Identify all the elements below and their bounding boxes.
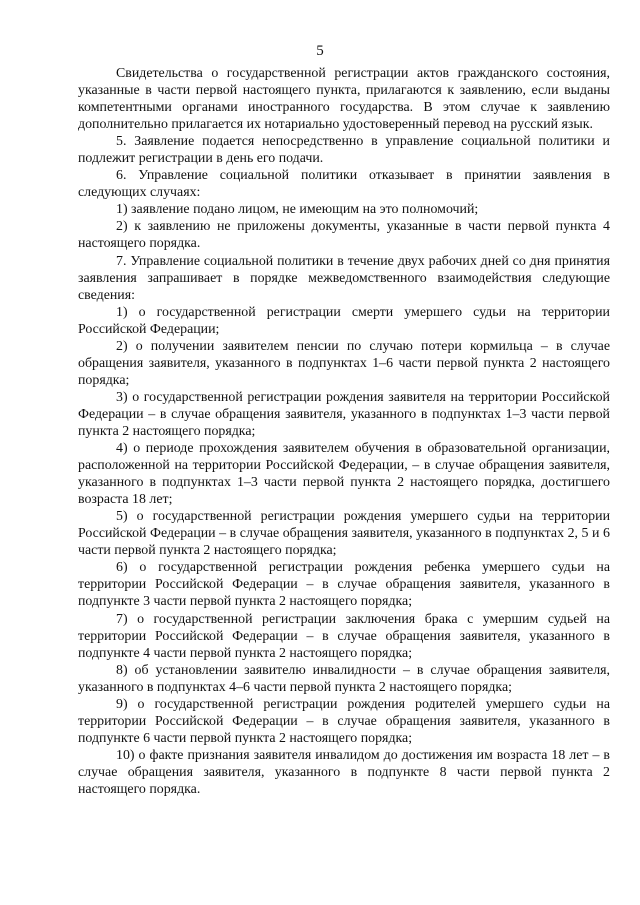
- request-item-3: 3) о государственной регистрации рождения заявителя на территории Российской Федерации – в случае обращения заявителя, указанного в подпунктах 1–3 части первой пункта 2 настоящего порядка;: [78, 389, 610, 439]
- request-item-9: 9) о государственной регистрации рождения родителей умершего судьи на территории Российской Федерации – в случае обращения заявителя, указанного в подпункте 6 части первой пункта 2 настоящего порядка;: [78, 696, 610, 746]
- refusal-item-1: 1) заявление подано лицом, не имеющим на это полномочий;: [116, 202, 479, 218]
- paragraph-7-requests: 7. Управление социальной политики в течение двух рабочих дней со дня принятия заявления запрашивает в порядке межведомственного взаимодействия следующие сведения:: [78, 253, 610, 303]
- document-body: [78, 65, 610, 798]
- request-item-6: 6) о государственной регистрации рождения ребенка умершего судьи на территории Российской Федерации – в случае обращения заявителя, указанного в подпункте 3 части первой пункта 2 настоящего порядка;: [78, 560, 610, 610]
- request-item-4: 4) о периоде прохождения заявителем обучения в образовательной организации, расположенной на территории Российской Федерации, – в случае обращения заявителя, указанного в подпунктах 1–3 части первой пункта 2 настоящего порядка, достигшего возраста 18 лет;: [78, 441, 610, 508]
- request-item-8: 8) об установлении заявителю инвалидности – в случае обращения заявителя, указанного в подпунктах 4–6 части первой пункта 2 настоящего порядка;: [78, 662, 610, 695]
- paragraph-certificates-foreign: Свидетельства о государственной регистрации актов гражданского состояния, указанные в части первой настоящего пункта, прилагаются к заявлению, если выданы компетентными органами иностранного государства. В этом случае к заявлению дополнительно прилагается их нотариально удостоверенный перевод на русский язык.: [78, 66, 610, 133]
- request-item-7: 7) о государственной регистрации заключения брака с умершим судьей на территории Российской Федерации – в случае обращения заявителя, указанного в подпункте 4 части первой пункта 2 настоящего порядка;: [78, 611, 610, 661]
- request-item-2: 2) о получении заявителем пенсии по случаю потери кормильца – в случае обращения заявителя, указанного в подпунктах 1–6 части первой пункта 2 настоящего порядка;: [78, 338, 610, 388]
- request-item-5: 5) о государственной регистрации рождения умершего судьи на территории Российской Федерации – в случае обращения заявителя, указанного в подпунктах 2, 5 и 6 части первой пункта 2 настоящего порядка;: [78, 509, 610, 559]
- refusal-item-2: 2) к заявлению не приложены документы, указанные в части первой пункта 4 настоящего порядка.: [78, 219, 610, 252]
- paragraph-5-submission: 5. Заявление подается непосредственно в управление социальной политики и подлежит регистрации в день его подачи.: [78, 134, 610, 167]
- page-number: 5: [316, 43, 324, 59]
- request-item-10: 10) о факте признания заявителя инвалидом до достижения им возраста 18 лет – в случае обращения заявителя, указанного в подпункте 8 части первой пункта 2 настоящего порядка.: [78, 747, 610, 797]
- paragraph-6-refusal: 6. Управление социальной политики отказывает в принятии заявления в следующих случаях:: [78, 168, 610, 201]
- request-item-1: 1) о государственной регистрации смерти умершего судьи на территории Российской Федерации;: [78, 304, 610, 337]
